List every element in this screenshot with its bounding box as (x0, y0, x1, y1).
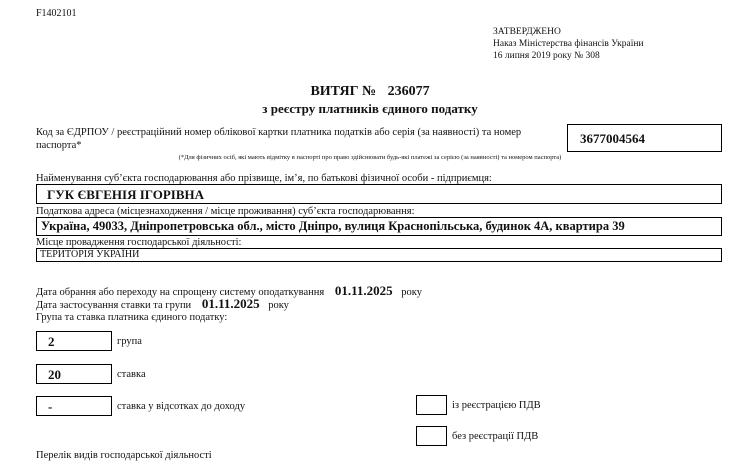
name-label: Найменування суб’єкта господарювання або прізвище, ім’я, по батькові фізичної особи - підприємця: (36, 173, 492, 184)
vat-without-caption: без реєстрації ПДВ (452, 431, 539, 442)
taxpayer-code-box (567, 124, 722, 152)
group-box (36, 331, 112, 351)
percent-rate-value: - (48, 399, 53, 414)
approval-block (493, 26, 644, 62)
rate-caption: ставка (117, 369, 146, 380)
rate-date-label: Дата застосування ставки та групи (36, 300, 192, 311)
rate-date-value: 01.11.2025 (201, 296, 260, 311)
percent-rate-caption: ставка у відсотках до доходу (117, 401, 246, 412)
rate-date-row (36, 296, 289, 312)
approval-line-3: 16 липня 2019 року № 308 (493, 51, 600, 61)
percent-rate-box (36, 396, 112, 416)
activity-place-label: Місце провадження господарської діяльності: (36, 237, 242, 248)
taxpayer-code-value: 3677004564 (580, 131, 645, 146)
taxpayer-code-label: Код за ЄДРПОУ / реєстраційний номер облікової картки платника податків або серія (за наявності) та номер паспорта* (36, 127, 522, 151)
group-caption: група (117, 336, 142, 347)
rate-date-suffix: року (268, 300, 289, 311)
taxpayer-code-footnote: (*Для фізичних осіб, які мають відмітку в паспорті про право здійснювати будь-які платежі за серією (за наявності) та номером паспорта) (178, 154, 562, 161)
activity-place-value: ТЕРИТОРІЯ УКРАЇНИ (40, 249, 140, 260)
choice-date-label: Дата обрання або переходу на спрощену систему оподаткування (36, 287, 325, 298)
page-subtitle: з реєстру платників єдиного податку (262, 101, 478, 116)
choice-date-suffix: року (401, 287, 422, 298)
address-box (36, 217, 722, 236)
extract-number: 236077 (387, 84, 430, 99)
choice-date-value: 01.11.2025 (334, 283, 393, 298)
approval-line-1: ЗАТВЕРДЖЕНО (493, 27, 561, 37)
rate-box (36, 364, 112, 384)
activity-place-box (36, 248, 722, 262)
address-label: Податкова адреса (місцезнаходження / місце проживання) суб’єкта господарювання: (36, 206, 415, 217)
address-value: Україна, 49033, Дніпропетровська обл., місто Дніпро, вулиця Краснопільська, будинок 4А, квартира 39 (41, 219, 625, 233)
form-code: F1402101 (36, 8, 77, 19)
name-box (36, 184, 722, 204)
vat-with-caption: із реєстрацією ПДВ (452, 400, 541, 411)
vat-without-box (416, 426, 447, 446)
activities-label: Перелік видів господарської діяльності (36, 450, 212, 461)
group-value: 2 (48, 334, 55, 349)
title-label: ВИТЯГ № (310, 84, 377, 99)
vat-with-box (416, 395, 447, 415)
group-rate-label: Група та ставка платника єдиного податку: (36, 312, 228, 323)
approval-line-2: Наказ Міністерства фінансів України (493, 39, 644, 49)
rate-value: 20 (48, 367, 61, 382)
page-title (0, 84, 740, 100)
name-value: ГУК ЄВГЕНІЯ ІГОРІВНА (47, 187, 205, 202)
